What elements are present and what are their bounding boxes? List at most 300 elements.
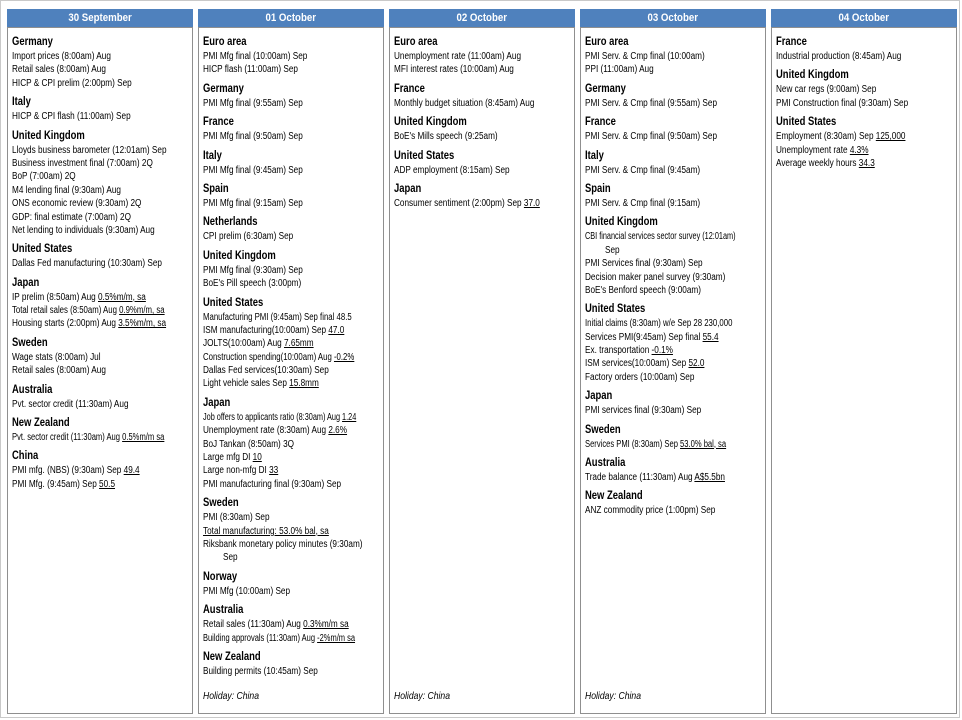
- holiday-note-text: Holiday: China: [203, 690, 260, 702]
- event-line-text: Trade balance (11:30am) Aug A$5.5bn: [585, 472, 725, 484]
- day-body: [389, 27, 575, 714]
- event-line: [203, 324, 379, 337]
- country-label: [776, 114, 952, 130]
- event-value: 49.4: [123, 465, 140, 477]
- event-line-text: PMI Mfg final (9:55am) Sep: [203, 97, 303, 109]
- country-section: [203, 600, 379, 645]
- event-line-text: Unemployment rate (8:30am) Aug 2.6%: [203, 425, 348, 437]
- event-value: 0.9%m/m, sa: [119, 305, 165, 317]
- country-label-text: Euro area: [394, 36, 438, 48]
- country-section: [12, 273, 188, 331]
- event-line-text: Employment (8:30am) Sep 125,000: [776, 131, 906, 143]
- country-section: [585, 299, 761, 384]
- event-line: [585, 257, 761, 270]
- event-line: [203, 351, 379, 364]
- event-line: [585, 230, 761, 243]
- event-value: 47.0: [328, 324, 345, 336]
- event-line-text: Dallas Fed manufacturing (10:30am) Sep: [12, 258, 162, 270]
- event-line-text: PMI (8:30am) Sep: [203, 512, 270, 524]
- event-line: [12, 364, 188, 377]
- country-label-text: Australia: [585, 457, 626, 470]
- holiday-note-text: Holiday: China: [394, 690, 451, 702]
- event-line: [585, 331, 761, 344]
- event-value: 50.5: [99, 478, 116, 490]
- day-header: [7, 9, 193, 27]
- country-label: [203, 34, 379, 50]
- event-line-text: Factory orders (10:00am) Sep: [585, 371, 695, 383]
- country-label: [12, 94, 188, 110]
- event-value: 10: [252, 452, 262, 464]
- country-label-text: Netherlands: [203, 216, 258, 229]
- event-value: 4.3%: [849, 144, 869, 156]
- event-line-text: M4 lending final (9:30am) Aug: [12, 184, 121, 196]
- event-line: [12, 351, 188, 364]
- country-label: [394, 181, 570, 197]
- event-value: Total manufacturing: 53.0% bal, sa: [203, 525, 329, 537]
- event-line-text: Industrial production (8:45am) Aug: [776, 51, 902, 62]
- country-label-text: Japan: [203, 396, 231, 409]
- event-line: [203, 337, 379, 350]
- country-label-text: Sweden: [12, 336, 48, 349]
- event-line: [203, 451, 379, 464]
- country-label-text: Germany: [12, 36, 53, 48]
- event-line-text: Sep: [605, 244, 620, 256]
- event-line: [12, 478, 188, 491]
- day-column: [198, 9, 384, 714]
- event-line-text: Job offers to applicants ratio (8:30am) Aug 1.24: [203, 411, 357, 423]
- event-line-text: GDP: final estimate (7:00am) 2Q: [12, 211, 131, 223]
- event-line-text: Wage stats (8:00am) Jul: [12, 351, 101, 363]
- country-section: [585, 79, 761, 110]
- country-label-text: France: [203, 116, 234, 129]
- country-label-text: Italy: [12, 96, 31, 109]
- event-line: [203, 438, 379, 451]
- event-line: [203, 97, 379, 110]
- country-label-text: United Kingdom: [394, 116, 467, 129]
- country-label-text: Sweden: [203, 497, 239, 510]
- event-line-text: Pvt. sector credit (11:30am) Aug: [12, 398, 129, 410]
- event-line: [203, 377, 379, 390]
- event-line-text: Total retail sales (8:50am) Aug 0.9%m/m, sa: [12, 305, 165, 317]
- event-value: 34.3: [858, 157, 875, 169]
- event-line-text: JOLTS(10:00am) Aug 7.65mm: [203, 338, 314, 350]
- country-label: [12, 275, 188, 291]
- event-line: [203, 551, 379, 564]
- event-line: [203, 130, 379, 143]
- country-label-text: Japan: [394, 182, 422, 195]
- event-line-text: PMI Serv. & Cmp final (9:55am) Sep: [585, 97, 718, 109]
- country-label-text: France: [776, 36, 807, 48]
- country-section: [203, 212, 379, 243]
- event-line-text: Housing starts (2:00pm) Aug 3.5%m/m, sa: [12, 318, 167, 330]
- event-line: [776, 130, 952, 143]
- event-line-text: PMI Services final (9:30am) Sep: [585, 258, 703, 270]
- event-line-text: PMI Mfg (10:00am) Sep: [203, 585, 291, 597]
- country-label: [585, 148, 761, 164]
- event-line: [585, 63, 761, 76]
- event-line: [12, 50, 188, 63]
- country-label: [394, 34, 570, 50]
- country-label-text: Euro area: [203, 36, 247, 48]
- day-header: [771, 9, 957, 27]
- event-line: [203, 277, 379, 290]
- country-label: [203, 495, 379, 511]
- event-line: [203, 164, 379, 177]
- country-label: [394, 114, 570, 130]
- event-line: [394, 197, 570, 210]
- country-label: [203, 602, 379, 618]
- country-label: [394, 81, 570, 97]
- country-label: [203, 214, 379, 230]
- event-line: [585, 271, 761, 284]
- event-line: [203, 311, 379, 324]
- event-line-text: IP prelim (8:50am) Aug 0.5%m/m, sa: [12, 291, 146, 303]
- event-line-text: Retail sales (8:00am) Aug: [12, 365, 106, 377]
- event-value: 53.0% bal, sa: [680, 438, 727, 450]
- country-section: [394, 146, 570, 177]
- event-line-text: ONS economic review (9:30am) 2Q: [12, 198, 142, 210]
- event-line: [12, 170, 188, 183]
- country-label-text: United States: [585, 303, 646, 316]
- day-header: [389, 9, 575, 27]
- country-label-text: United States: [12, 243, 73, 256]
- event-line: [203, 525, 379, 538]
- event-line: [585, 197, 761, 210]
- event-line: [203, 364, 379, 377]
- country-section: [776, 112, 952, 170]
- day-column: [7, 9, 193, 714]
- country-section: [394, 79, 570, 110]
- event-line-text: Dallas Fed services(10:30am) Sep: [203, 365, 329, 377]
- event-line-text: Large non-mfg DI 33: [203, 465, 279, 477]
- event-value: -0.1%: [651, 345, 673, 357]
- event-line-text: PMI Mfg final (10:00am) Sep: [203, 51, 308, 62]
- country-section: [203, 493, 379, 565]
- country-label: [203, 248, 379, 264]
- event-line-text: Initial claims (8:30am) w/e Sep 28 230,000: [585, 318, 733, 330]
- country-label-text: Japan: [585, 390, 613, 403]
- event-line: [203, 511, 379, 524]
- event-value: 0.3%m/m sa: [303, 619, 349, 631]
- event-line: [12, 317, 188, 330]
- country-label-text: United Kingdom: [585, 216, 658, 229]
- country-section: [585, 453, 761, 484]
- event-line-text: PMI mfg. (NBS) (9:30am) Sep 49.4: [12, 465, 140, 477]
- event-line: [585, 404, 761, 417]
- country-label-text: Sweden: [585, 423, 621, 436]
- event-value: 0.5%m/m sa: [122, 432, 165, 444]
- country-section: [203, 567, 379, 598]
- event-line-text: Services PMI (8:30am) Sep 53.0% bal, sa: [585, 438, 727, 450]
- event-line: [776, 97, 952, 110]
- event-line: [203, 478, 379, 491]
- country-label-text: New Zealand: [203, 650, 261, 663]
- country-label-text: United States: [776, 116, 837, 129]
- event-line: [12, 77, 188, 90]
- event-line-text: Import prices (8:00am) Aug: [12, 51, 111, 62]
- event-line-text: Sep: [223, 552, 238, 564]
- event-line: [12, 257, 188, 270]
- country-label-text: Japan: [12, 276, 40, 289]
- event-line: [585, 471, 761, 484]
- event-value: 2.6%: [328, 425, 348, 437]
- event-line-text: BoJ Tankan (8:50am) 3Q: [203, 438, 295, 450]
- event-line: [585, 344, 761, 357]
- event-line-text: PMI services final (9:30am) Sep: [585, 405, 702, 417]
- event-line: [585, 371, 761, 384]
- country-label: [394, 148, 570, 164]
- event-line-text: Ex. transportation -0.1%: [585, 345, 673, 357]
- event-line: [203, 197, 379, 210]
- country-label-text: United States: [203, 296, 264, 309]
- event-line: [12, 431, 188, 444]
- event-line-text: Construction spending(10:00am) Aug -0.2%: [203, 351, 355, 363]
- event-line: [203, 63, 379, 76]
- country-section: [12, 446, 188, 491]
- event-line-text: ISM manufacturing(10:00am) Sep 47.0: [203, 324, 345, 336]
- event-line-text: CBI financial services sector survey (12:01am): [585, 231, 736, 243]
- event-line: [203, 264, 379, 277]
- event-line: [203, 618, 379, 631]
- country-label-text: Italy: [585, 149, 604, 162]
- country-label-text: Norway: [203, 570, 238, 583]
- country-label: [12, 448, 188, 464]
- event-line: [585, 244, 761, 257]
- country-section: [12, 239, 188, 270]
- country-label-text: United States: [394, 149, 455, 162]
- event-line-text: PMI Serv. & Cmp final (9:50am) Sep: [585, 131, 718, 143]
- holiday-note-text: Holiday: China: [585, 690, 642, 702]
- country-label: [12, 241, 188, 257]
- event-line-text: Manufacturing PMI (9:45am) Sep final 48.5: [203, 311, 352, 323]
- country-label: [203, 114, 379, 130]
- day-header: [198, 9, 384, 27]
- event-line-text: Average weekly hours 34.3: [776, 157, 875, 169]
- event-value: 55.4: [702, 331, 719, 343]
- event-value: 125,000: [875, 131, 906, 143]
- event-line: [585, 130, 761, 143]
- country-label-text: New Zealand: [585, 490, 643, 503]
- event-line-text: PMI Serv. & Cmp final (9:45am): [585, 164, 701, 176]
- event-line: [12, 63, 188, 76]
- country-label: [585, 214, 761, 230]
- event-line-text: New car regs (9:00am) Sep: [776, 84, 877, 96]
- event-line: [203, 464, 379, 477]
- event-line-text: Riksbank monetary policy minutes (9:30am): [203, 538, 363, 550]
- event-line: [12, 211, 188, 224]
- event-line: [12, 304, 188, 317]
- event-line-text: ADP employment (8:15am) Sep: [394, 164, 510, 176]
- country-label: [12, 415, 188, 431]
- holiday-note: [585, 689, 761, 703]
- event-value: -2%m/m sa: [317, 632, 356, 644]
- event-line: [12, 291, 188, 304]
- day-header-label: 30 September: [68, 12, 132, 24]
- event-line-text: Light vehicle sales Sep 15.8mm: [203, 378, 319, 390]
- day-header-label: 02 October: [456, 12, 508, 24]
- calendar-grid: [7, 9, 957, 714]
- day-body: [198, 27, 384, 714]
- country-section: [203, 79, 379, 110]
- event-line: [585, 438, 761, 451]
- event-line-text: BoE's Mills speech (9:25am): [394, 131, 498, 143]
- event-value: 33: [269, 465, 279, 477]
- country-label: [585, 34, 761, 50]
- country-label-text: France: [394, 82, 425, 95]
- country-section: [12, 32, 188, 90]
- country-section: [394, 112, 570, 143]
- event-line-text: PMI Mfg final (9:30am) Sep: [203, 264, 303, 276]
- event-line-text: ISM services(10:00am) Sep 52.0: [585, 358, 705, 370]
- country-label: [585, 488, 761, 504]
- event-value: A$5.5bn: [694, 472, 725, 484]
- country-label-text: Australia: [203, 604, 244, 617]
- event-line-text: PPI (11:00am) Aug: [585, 64, 654, 76]
- event-line-text: Consumer sentiment (2:00pm) Sep 37.0: [394, 197, 540, 209]
- event-line: [394, 63, 570, 76]
- country-label: [585, 181, 761, 197]
- holiday-note: [394, 689, 570, 703]
- country-section: [585, 486, 761, 517]
- country-label-text: United Kingdom: [203, 249, 276, 262]
- day-body: [771, 27, 957, 714]
- country-section: [203, 246, 379, 291]
- country-section: [203, 293, 379, 391]
- event-line: [585, 97, 761, 110]
- event-line-text: PMI Serv. & Cmp final (9:15am): [585, 197, 701, 209]
- event-line: [12, 157, 188, 170]
- event-line-text: Unemployment rate (11:00am) Aug: [394, 51, 522, 62]
- event-line-text: Building permits (10:45am) Sep: [203, 665, 318, 677]
- event-line-text: Large mfg DI 10: [203, 452, 262, 464]
- country-label: [585, 455, 761, 471]
- event-line-text: Building approvals (11:30am) Aug -2%m/m sa: [203, 632, 356, 644]
- event-line: [585, 50, 761, 63]
- country-label: [585, 114, 761, 130]
- country-label-text: Spain: [203, 182, 229, 195]
- country-section: [203, 179, 379, 210]
- event-line: [585, 284, 761, 297]
- event-line: [776, 83, 952, 96]
- event-line-text: Unemployment rate 4.3%: [776, 144, 869, 156]
- event-line: [776, 50, 952, 63]
- event-line-text: PMI Mfg. (9:45am) Sep 50.5: [12, 478, 116, 490]
- event-line: [203, 538, 379, 551]
- country-label: [203, 649, 379, 665]
- day-column: [580, 9, 766, 714]
- event-line: [776, 157, 952, 170]
- country-section: [203, 647, 379, 678]
- country-section: [585, 386, 761, 417]
- country-section: [585, 146, 761, 177]
- country-label: [203, 181, 379, 197]
- event-line: [203, 411, 379, 424]
- country-section: [776, 32, 952, 63]
- country-label: [203, 395, 379, 411]
- event-line: [394, 50, 570, 63]
- event-line-text: PMI Mfg final (9:15am) Sep: [203, 197, 303, 209]
- country-section: [203, 112, 379, 143]
- country-label-text: Australia: [12, 383, 53, 396]
- country-label: [203, 569, 379, 585]
- event-line-text: CPI prelim (6:30am) Sep: [203, 231, 294, 243]
- event-line: [203, 230, 379, 243]
- event-line: [776, 144, 952, 157]
- event-line-text: [203, 525, 329, 538]
- country-label-text: France: [585, 116, 616, 129]
- event-line: [203, 632, 379, 645]
- event-line-text: ANZ commodity price (1:00pm) Sep: [585, 505, 716, 517]
- country-section: [585, 112, 761, 143]
- country-section: [585, 212, 761, 297]
- event-value: 7.65mm: [283, 338, 314, 350]
- country-label: [12, 382, 188, 398]
- event-line: [203, 665, 379, 678]
- event-line-text: Decision maker panel survey (9:30am): [585, 271, 726, 283]
- event-line: [585, 164, 761, 177]
- country-label: [203, 295, 379, 311]
- event-line-text: PMI Mfg final (9:45am) Sep: [203, 164, 303, 176]
- event-line: [12, 184, 188, 197]
- holiday-note: [203, 689, 379, 703]
- event-value: 0.5%m/m, sa: [97, 291, 146, 303]
- event-value: 52.0: [688, 358, 705, 370]
- event-line-text: Services PMI(9:45am) Sep final 55.4: [585, 331, 719, 343]
- event-line-text: Business investment final (7:00am) 2Q: [12, 157, 153, 169]
- country-label: [585, 422, 761, 438]
- day-body: [7, 27, 193, 714]
- event-line-text: PMI Mfg final (9:50am) Sep: [203, 131, 303, 143]
- event-line-text: Net lending to individuals (9:30am) Aug: [12, 224, 155, 236]
- country-label-text: Germany: [585, 82, 626, 95]
- event-line: [585, 317, 761, 330]
- country-section: [585, 420, 761, 451]
- country-section: [776, 65, 952, 110]
- country-section: [203, 393, 379, 491]
- country-section: [203, 146, 379, 177]
- country-section: [394, 179, 570, 210]
- event-value: 15.8mm: [289, 378, 319, 390]
- day-header-label: 03 October: [647, 12, 699, 24]
- country-label: [12, 335, 188, 351]
- country-section: [12, 92, 188, 123]
- country-section: [203, 32, 379, 77]
- country-label: [203, 148, 379, 164]
- country-section: [585, 32, 761, 77]
- country-label: [776, 67, 952, 83]
- country-label: [585, 388, 761, 404]
- event-line-text: Retail sales (8:00am) Aug: [12, 64, 106, 76]
- day-column: [771, 9, 957, 714]
- event-line-text: HICP flash (11:00am) Sep: [203, 64, 298, 76]
- country-label: [12, 128, 188, 144]
- country-label: [203, 81, 379, 97]
- event-line-text: Monthly budget situation (8:45am) Aug: [394, 97, 535, 109]
- day-header-label: 04 October: [838, 12, 890, 24]
- event-line: [394, 130, 570, 143]
- country-section: [12, 333, 188, 378]
- country-label-text: Italy: [203, 149, 222, 162]
- event-line: [203, 50, 379, 63]
- event-line-text: BoE's Benford speech (9:00am): [585, 284, 701, 296]
- country-label-text: United Kingdom: [12, 129, 85, 142]
- event-value: 37.0: [523, 197, 540, 209]
- event-line: [12, 197, 188, 210]
- day-column: [389, 9, 575, 714]
- event-line-text: PMI Construction final (9:30am) Sep: [776, 97, 909, 109]
- country-section: [12, 126, 188, 238]
- country-label: [585, 81, 761, 97]
